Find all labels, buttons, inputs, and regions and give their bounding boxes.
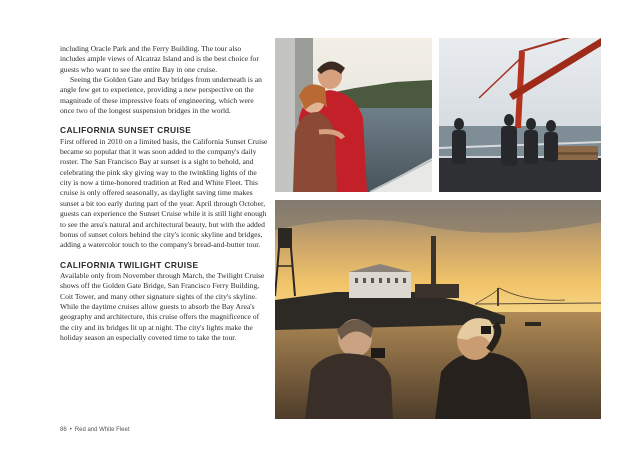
- twilight-cruise-paragraph: Available only from November through March, the Twilight Cruise shows off the Golden Gate Bridge, San Francisco Ferry Building, Coit Tower, and many other signature sights of the city's skyline. While the daytime cruises allow guests to absorb the Bay Area's geography and architecture, this cruise offers the magnificence of the city and its bridges lit up at night. The city's lights make the holiday season an especially coveted time to take the tour.: [60, 270, 265, 342]
- twilight-cruise-heading: CALIFORNIA TWILIGHT CRUISE: [60, 259, 199, 270]
- sunset-cruise-heading: CALIFORNIA SUNSET CRUISE: [60, 125, 192, 136]
- intro-paragraph: including Oracle Park and the Ferry Building. The tour also includes ample views of Alcatraz Island and is the best choice for guests who want to see the entire Bay in one cruise.: [60, 44, 259, 74]
- page-footer: [60, 427, 130, 433]
- couple-on-deck-photo: [275, 38, 432, 192]
- page-number: 86: [60, 427, 67, 433]
- golden-gate-bridge-deck-photo: [439, 38, 601, 192]
- book-title: Red and White Fleet: [74, 427, 130, 433]
- sunset-alcatraz-photographers-photo: [275, 200, 601, 419]
- sunset-cruise-paragraph: First offered in 2010 on a limited basis, the California Sunset Cruise became so popular that it was soon added to the company's daily roster. The San Francisco Bay at sunset is a sight to behold, and celebrating the pink sky giving way to the twinkling lights of the city is now a time-honored tradition at Red and White Fleet. This cruise is only offered seasonally, as daylight saving time makes sunset a bit too early during part of the year. April through October, guests can experience the Sunset Cruise while it is still light enough to see the area's natural and architectural beauty, but with the added bonus of sunset colors behind the city's iconic skyline and bridges, adding a watercolor touch to the company's bread-and-butter tour.: [60, 136, 268, 250]
- text-column: [60, 44, 268, 343]
- footer-separator: •: [69, 427, 72, 433]
- bridges-paragraph: Seeing the Golden Gate and Bay bridges from underneath is an angle few get to experience, providing a new perspective on the magnitude of these impressive feats of engineering, which were once two of the longest suspension bridges in the world.: [60, 75, 262, 116]
